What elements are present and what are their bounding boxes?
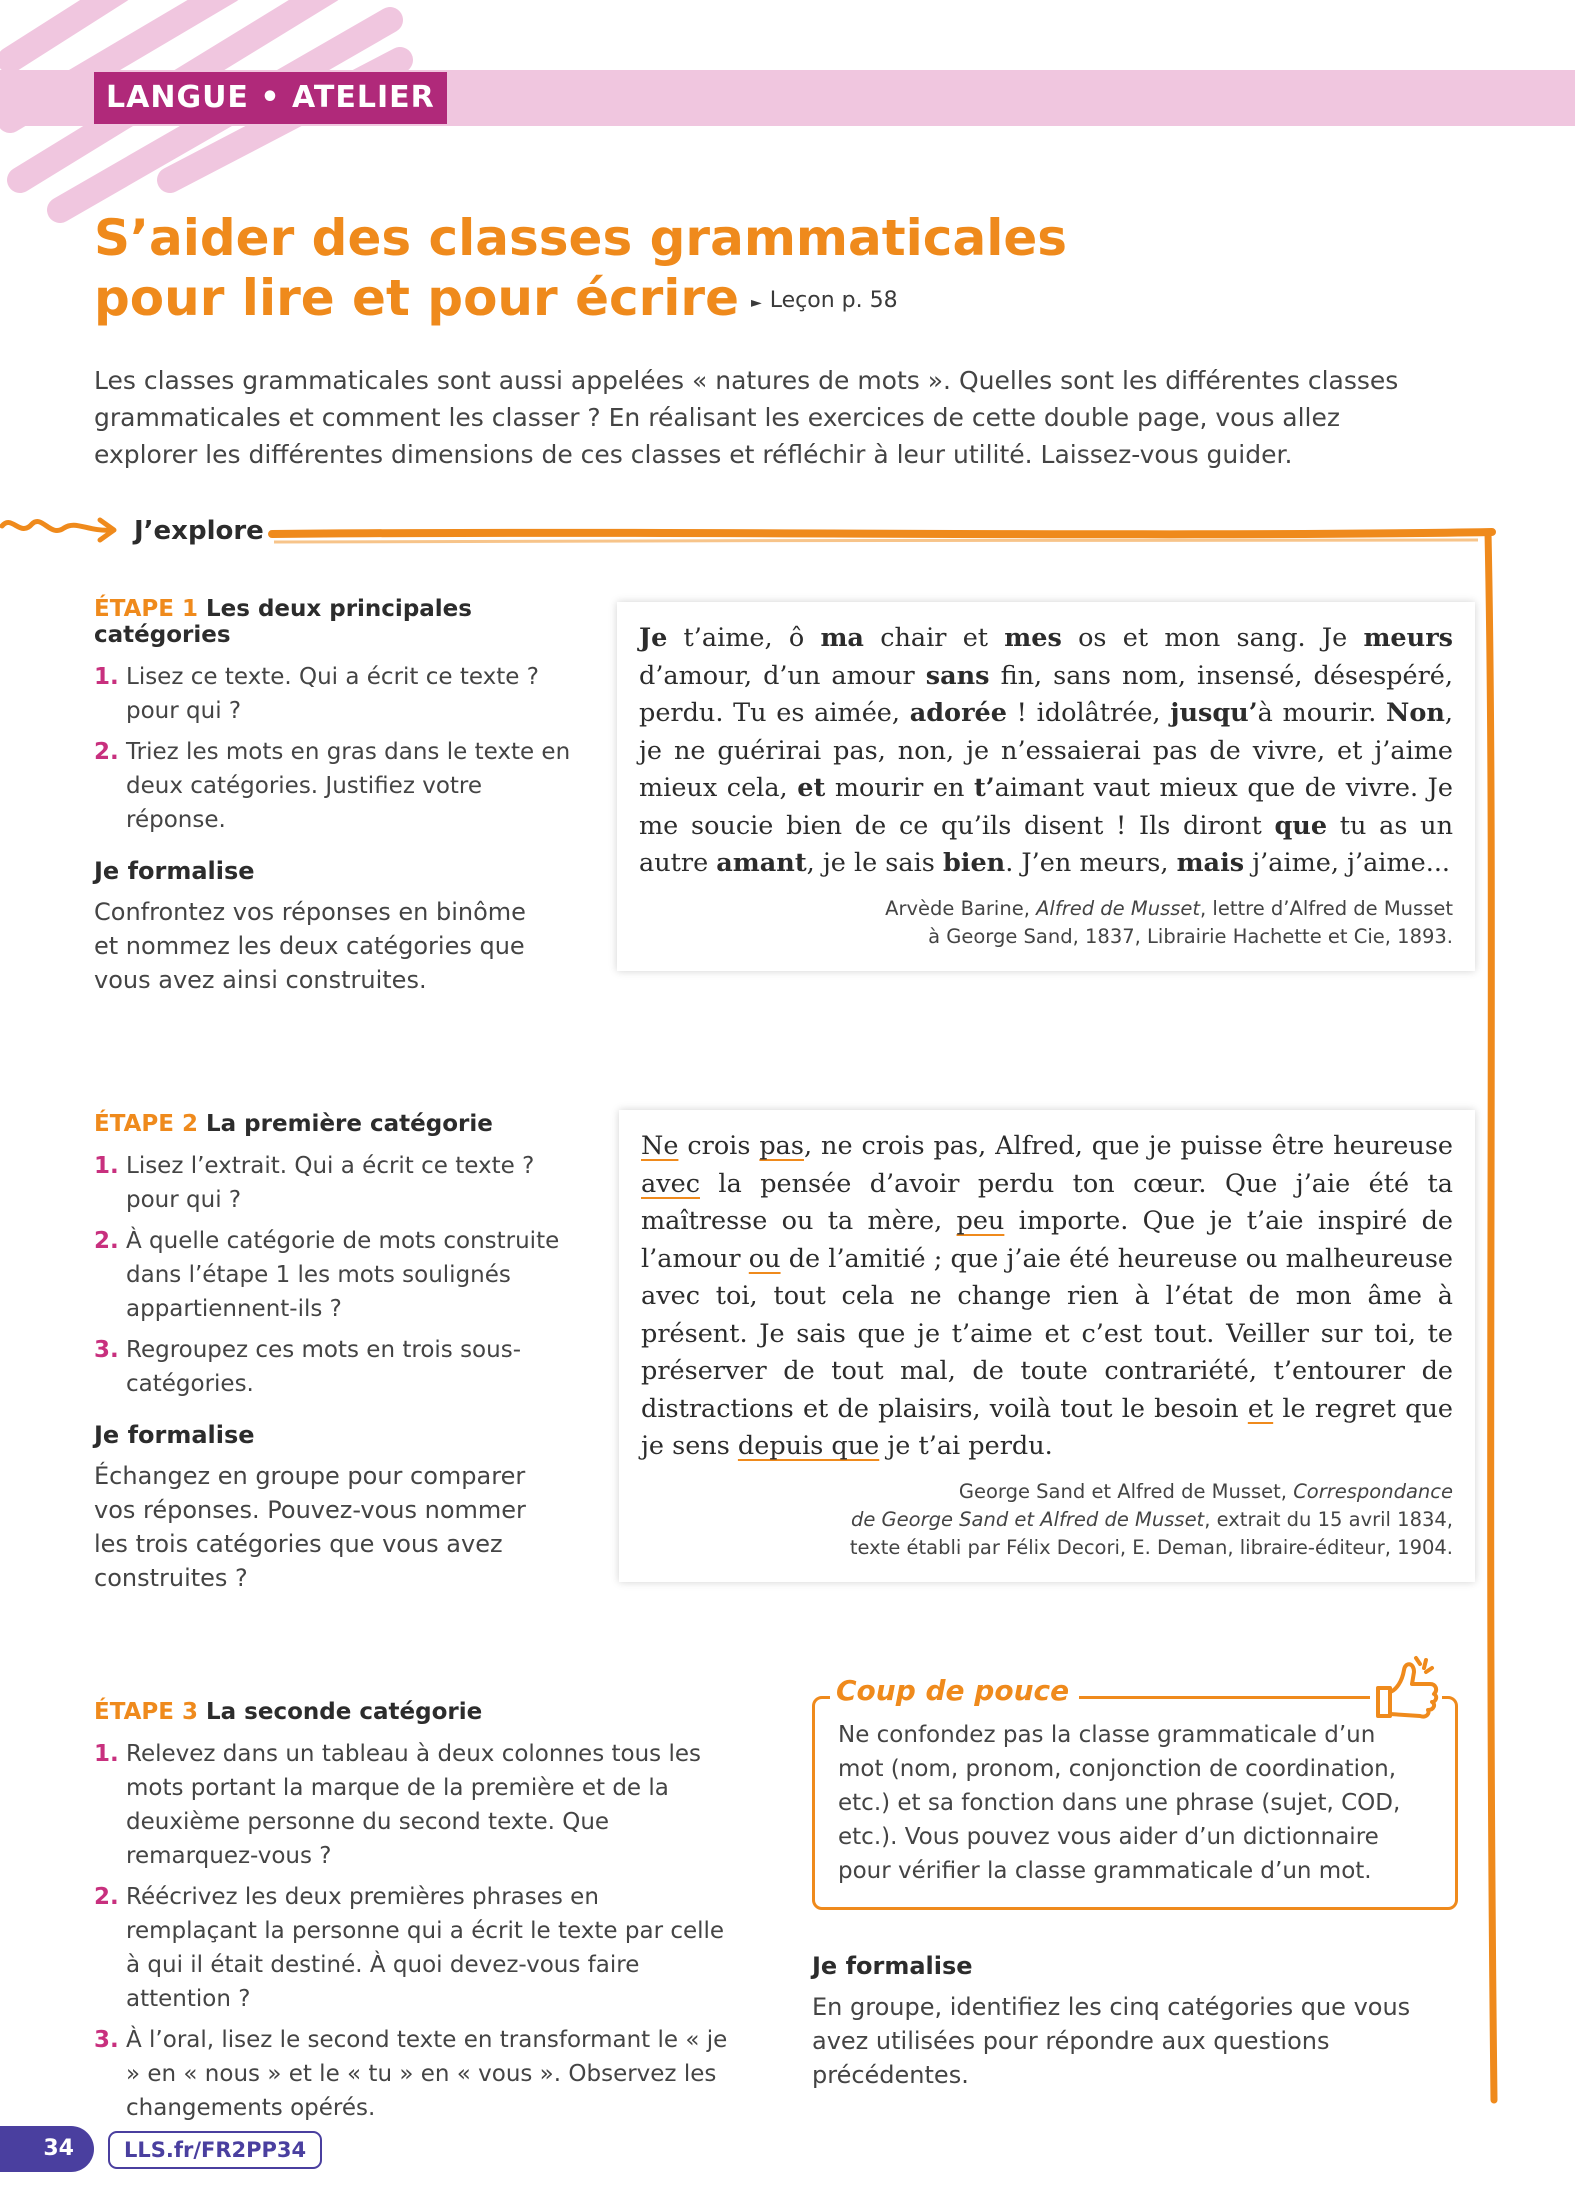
etape2-heading: [94, 1111, 574, 1137]
play-triangle-icon: ►: [751, 294, 762, 311]
text-excerpt-1: [617, 602, 1475, 971]
text-run: , je le sais: [806, 848, 943, 878]
etape1-block: [94, 596, 574, 997]
text-run: le regret que je sens: [641, 1393, 1453, 1461]
text-run: , ne crois pas, Alfred, que je puisse être heureuse: [803, 1131, 1453, 1161]
lls-link[interactable]: LLS.fr/FR2PP34: [108, 2131, 322, 2169]
question-number: 1.: [94, 1741, 119, 1767]
text-run: la pensée d’avoir perdu ton cœur. Que j’aie été ta maîtresse ou ta mère,: [641, 1168, 1453, 1236]
question-text: Lisez ce texte. Qui a écrit ce texte ? pour qui ?: [126, 664, 539, 724]
question-number: 2.: [94, 1228, 119, 1254]
question-text: À quelle catégorie de mots construite dans l’étape 1 les mots soulignés appartiennent-ils ?: [126, 1228, 560, 1322]
etape3-heading: [94, 1699, 734, 1725]
bold-word: Je: [639, 623, 668, 653]
etape3-question: [94, 1880, 734, 2016]
text-run: je t’ai perdu.: [879, 1431, 1053, 1461]
text-excerpt-2: [619, 1110, 1475, 1582]
page-number: 34: [0, 2126, 94, 2172]
etape2-formalise-text: Échangez en groupe pour comparer vos réponses. Pouvez-vous nommer les trois catégories que vous avez construites ?: [94, 1462, 526, 1592]
source1-author: Arvède Barine,: [885, 896, 1037, 920]
bold-word: mais: [1176, 848, 1245, 878]
source2-publisher: texte établi par Félix Decori, E. Deman, libraire-éditeur, 1904.: [849, 1535, 1453, 1559]
etape2-block: [94, 1111, 574, 1595]
question-text: Lisez l’extrait. Qui a écrit ce texte ? pour qui ?: [126, 1153, 535, 1213]
etape1-label: ÉTAPE 1: [94, 596, 198, 622]
etape2-title: La première catégorie: [206, 1111, 493, 1137]
question-number: 3.: [94, 1337, 119, 1363]
underlined-word: ou: [748, 1243, 781, 1274]
text-run: . J’en meurs,: [1005, 848, 1177, 878]
etape2-question: [94, 1224, 574, 1326]
etape1-questions: [94, 660, 574, 837]
text-run: , je ne guérirai pas, non, je n’essaierai pas de vivre, et j’aime mieux cela,: [639, 698, 1453, 803]
text-run: aimant vaut mieux que de vivre. Je me soucie bien de ce qu’ils disent ! Ils diront: [639, 773, 1453, 841]
page-title: [94, 208, 1067, 333]
bold-word: et: [797, 773, 826, 803]
text-run: j’aime, j’aime...: [1244, 848, 1451, 878]
underlined-word: avec: [641, 1168, 700, 1199]
thumbs-up-icon: [1370, 1654, 1442, 1724]
text-run: d’amour, d’un amour: [639, 660, 926, 691]
text-run: mourir en: [825, 773, 974, 803]
underlined-word: Ne: [641, 1131, 679, 1161]
question-text: Réécrivez les deux premières phrases en remplaçant la personne qui a écrit le texte par celle à qui il était destiné. À quoi devez-vous faire attention ?: [126, 1884, 725, 2012]
etape2-questions: [94, 1149, 574, 1401]
text-run: importe. Que je t’aie inspiré de l’amour: [641, 1206, 1453, 1274]
coup-de-pouce-text: Ne confondez pas la classe grammaticale d’un mot (nom, pronom, conjonction de coordination, etc.) et sa fonction dans une phrase (sujet, COD, etc.). Vous pouvez vous aider d’un dictionnaire pour vérifier la classe grammaticale d’un mot.: [838, 1722, 1401, 1884]
formalise3-block: [812, 1952, 1452, 2092]
text-run: os et mon sang. Je: [1061, 623, 1364, 653]
text-run: ! idolâtrée,: [1006, 698, 1171, 728]
etape3-question: [94, 1737, 734, 1873]
coup-de-pouce-title: Coup de pouce: [830, 1674, 1079, 1707]
source1-publisher: à George Sand, 1837, Librairie Hachette et Cie, 1893.: [928, 924, 1453, 948]
etape1-heading: [94, 596, 574, 648]
intro-paragraph: Les classes grammaticales sont aussi appelées « natures de mots ». Quelles sont les différentes classes grammaticales et comment les classer ? En réalisant les exercices de cette double page, vous allez explorer les différentes dimensions de ces classes et réfléchir à leur utilité. Laissez-vous guider.: [94, 366, 1399, 469]
source2-authors: George Sand et Alfred de Musset,: [958, 1479, 1294, 1503]
question-text: Triez les mots en gras dans le texte en deux catégories. Justifiez votre réponse.: [126, 739, 571, 833]
formalise3-text: En groupe, identifiez les cinq catégories que vous avez utilisées pour répondre aux questions précédentes.: [812, 1993, 1411, 2089]
etape2-question: [94, 1333, 574, 1401]
bold-word: bien: [942, 848, 1006, 878]
text-run: crois: [678, 1131, 760, 1161]
bold-word: amant: [716, 848, 807, 878]
etape2-question: [94, 1149, 574, 1217]
etape3-question: [94, 2023, 734, 2125]
text-run: fin, sans nom, insensé, désespéré, perdu. Tu es aimée,: [639, 660, 1453, 728]
question-number: 2.: [94, 739, 119, 765]
excerpt-2-body: [641, 1128, 1453, 1466]
bold-word: ma: [820, 623, 864, 653]
explore-heading: J’explore: [134, 516, 264, 546]
excerpt-1-source: [639, 895, 1453, 951]
underlined-word: depuis que: [737, 1431, 880, 1461]
etape3-questions: [94, 1737, 734, 2125]
etape1-formalise-text: Confrontez vos réponses en binôme et nommez les deux catégories que vous avez ainsi construites.: [94, 898, 526, 994]
title-line-1: S’aider des classes grammaticales: [94, 209, 1067, 267]
bold-word: meurs: [1363, 623, 1453, 653]
text-run: à mourir.: [1257, 698, 1387, 728]
lesson-ref-label: Leçon p. 58: [769, 287, 898, 313]
section-tag: LANGUE • ATELIER: [94, 72, 447, 124]
source1-book: Alfred de Musset: [1036, 896, 1201, 920]
source1-detail: , lettre d’Alfred de Musset: [1200, 896, 1453, 920]
text-run: de l’amitié ; que j’aie été heureuse ou malheureuse avec toi, tout cela ne change rien à l’état de mon âme à présent. Je sais que je t’aime et c’est tout. Veiller sur toi, te préserver de tout mal, de toute contrariété, t’entourer de distractions et de plaisirs, voilà tout le besoin: [641, 1243, 1453, 1424]
etape2-formalise-title: Je formalise: [94, 1421, 255, 1449]
question-number: 2.: [94, 1884, 119, 1910]
source2-date: , extrait du 15 avril 1834,: [1204, 1507, 1453, 1531]
question-number: 1.: [94, 1153, 119, 1179]
question-number: 1.: [94, 664, 119, 690]
etape3-title: La seconde catégorie: [206, 1699, 483, 1725]
bold-word: adorée: [909, 698, 1007, 728]
formalise3-title: Je formalise: [812, 1952, 973, 1980]
bold-word: jusqu’: [1170, 698, 1258, 728]
bold-word: mes: [1004, 623, 1062, 653]
question-text: Regroupez ces mots en trois sous-catégories.: [126, 1337, 521, 1397]
etape1-title: Les deux principales catégories: [94, 596, 472, 648]
etape1-question: [94, 660, 574, 728]
bold-word: Non: [1386, 698, 1445, 728]
question-number: 3.: [94, 2027, 119, 2053]
text-run: tu as un autre: [639, 810, 1454, 878]
bold-word: t’: [974, 773, 995, 803]
etape1-question: [94, 735, 574, 837]
underlined-word: peu: [956, 1206, 1005, 1236]
question-text: À l’oral, lisez le second texte en transformant le « je » en « nous » et le « tu » en « vous ». Observez les changements opérés.: [126, 2027, 728, 2121]
etape3-block: [94, 1699, 734, 2132]
etape3-label: ÉTAPE 3: [94, 1699, 198, 1725]
source2-book: Correspondance: [1293, 1479, 1453, 1503]
question-text: Relevez dans un tableau à deux colonnes tous les mots portant la marque de la première et de la deuxième personne du second texte. Que remarquez-vous ?: [126, 1741, 701, 1869]
title-line-2: pour lire et pour écrire: [94, 269, 739, 327]
bold-word: que: [1274, 810, 1328, 841]
excerpt-1-body: [639, 620, 1453, 883]
text-run: t’aime, ô: [667, 623, 821, 653]
underlined-word: pas: [759, 1131, 804, 1161]
etape1-formalise-title: Je formalise: [94, 857, 255, 885]
lesson-link[interactable]: [751, 288, 898, 313]
etape2-label: ÉTAPE 2: [94, 1111, 198, 1137]
bold-word: sans: [925, 660, 990, 691]
source2-book-cont: de George Sand et Alfred de Musset: [850, 1507, 1205, 1531]
squiggle-arrow-icon: [0, 508, 120, 552]
underlined-word: et: [1247, 1393, 1274, 1424]
excerpt-2-source: [641, 1478, 1453, 1562]
text-run: chair et: [863, 623, 1005, 653]
